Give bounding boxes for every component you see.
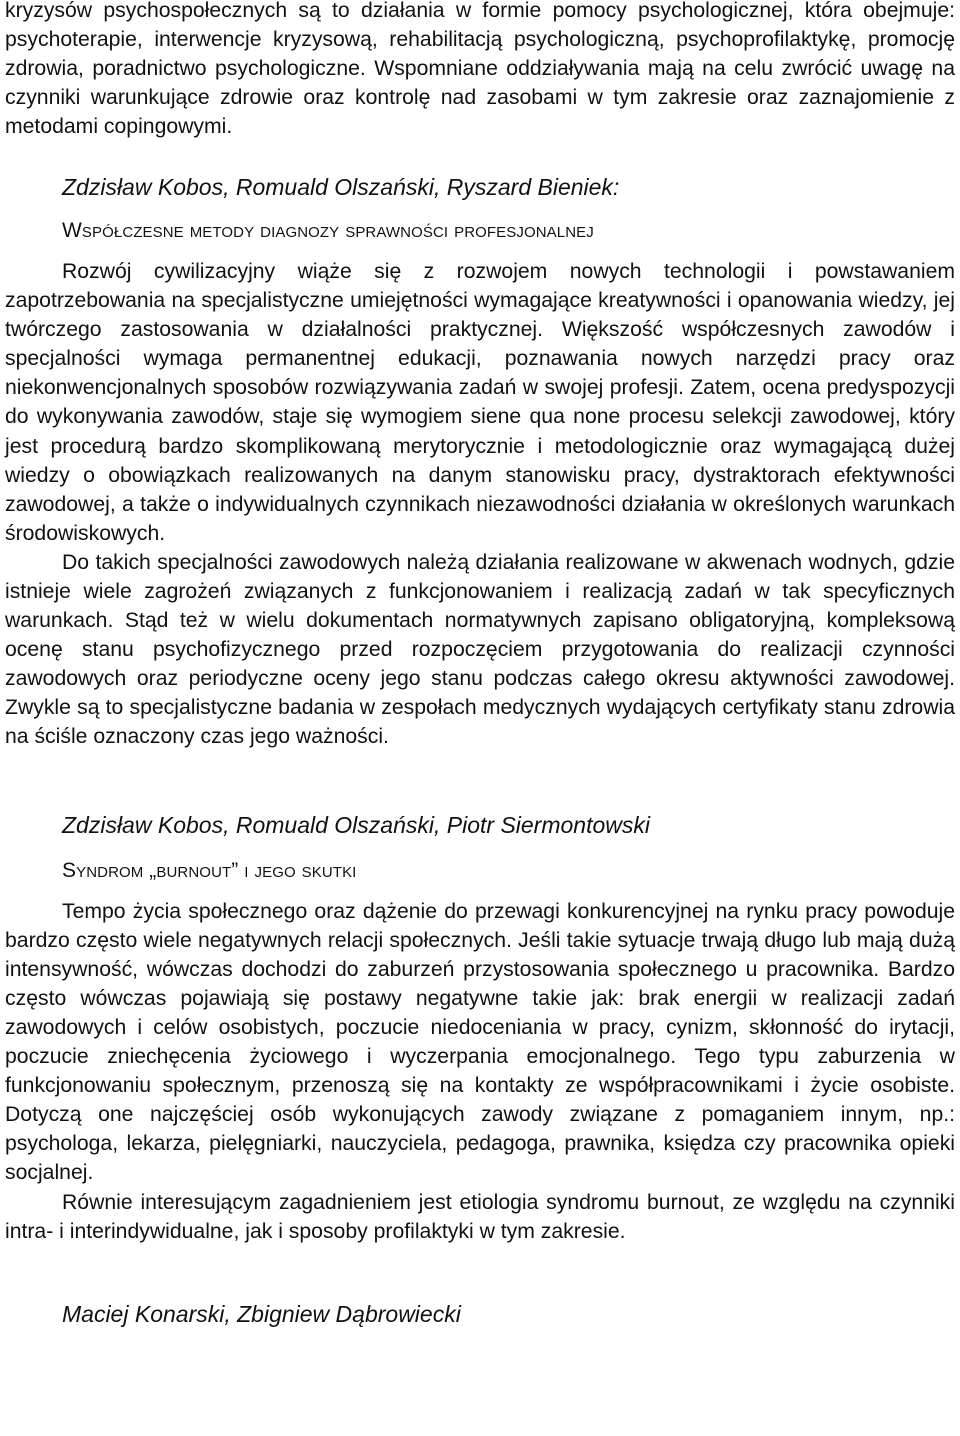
article-kobos-bieniek: [5, 171, 955, 751]
intro-paragraph: kryzysów psychospołecznych są to działania w formie pomocy psychologicznej, która obejmuje: psychoterapie, interwencje kryzysową, rehabilitacją psychologiczną, psychoprofilaktykę, promocję zdrowia, poradnictwo psychologiczne. Wspomniane oddziaływania mają na celu zwrócić uwagę na czynniki warunkujące zdrowie oraz kontrolę nad zasobami w tym zakresie oraz zaznajomienie z metodami copingowymi.: [5, 0, 955, 139]
article-kobos-siermontowski: [5, 809, 955, 1246]
article-authors: Zdzisław Kobos, Romuald Olszański, Piotr Siermontowski: [62, 812, 650, 839]
article-paragraph: Do takich specjalności zawodowych należą działania realizowane w akwenach wodnych, gdzie istnieje wiele zagrożeń związanych z funkcjonowaniem i realizacją zadań w tak specyficznych warunkach. Stąd też w wielu dokumentach normatywnych zapisano obligatoryjną, kompleksową ocenę stanu psychofizycznego przed rozpoczęciem przygotowania do realizacji czynności zawodowych oraz periodyczne oceny jego stanu podczas całego okresu aktywności zawodowej. Zwykle są to specjalistyczne badania w zespołach medycznych wydających certyfikaty stanu zdrowia na ściśle oznaczony czas jego ważności.: [5, 550, 955, 748]
article-paragraph: Rozwój cywilizacyjny wiąże się z rozwojem nowych technologii i powstawaniem zapotrzebowania na specjalistyczne umiejętności wymagające kreatywności i opanowania wiedzy, jej twórczego zastosowania w działalności praktycznej. Większość współczesnych zawodów i specjalności wymaga permanentnej edukacji, poznawania nowych narzędzi pracy oraz niekonwencjonalnych sposobów rozwiązywania zadań w swojej profesji. Zatem, ocena predyspozycji do wykonywania zawodów, staje się wymogiem siene qua none procesu selekcji zawodowej, który jest procedurą bardzo skomplikowaną merytorycznie i metodologicznie oraz wymagającą dużej wiedzy o obowiązkach realizowanych na danym stanowisku pracy, dystraktorach efektywności zawodowej, a także o indywidualnych czynnikach niezawodności działania w określonych warunkach środowiskowych.: [5, 260, 955, 545]
document-page: [5, 0, 955, 1330]
article-konarski-dabrowiecki: [5, 1298, 955, 1330]
article-paragraph: Równie interesującym zagadnieniem jest etiologia syndromu burnout, ze względu na czynniki intra- i interindywidualne, jak i sposoby profilaktyki w tym zakresie.: [5, 1190, 955, 1243]
article-authors: Zdzisław Kobos, Romuald Olszański, Ryszard Bieniek:: [62, 174, 620, 201]
article-title: Współczesne metody diagnozy sprawności profesjonalnej: [62, 219, 594, 243]
article-authors: Maciej Konarski, Zbigniew Dąbrowiecki: [62, 1300, 461, 1327]
article-paragraph: Tempo życia społecznego oraz dążenie do przewagi konkurencyjnej na rynku pracy powoduje bardzo często wiele negatywnych relacji społecznych. Jeśli takie sytuacje trwają długo lub mają dużą intensywność, wówczas dochodzi do zaburzeń przystosowania społecznego u pracownika. Bardzo często wówczas pojawiają się postawy negatywne takie jak: brak energii w realizacji zadań zawodowych i celów osobistych, poczucie niedoceniania w pracy, cynizm, skłonność do irytacji, poczucie zniechęcenia życiowego i wyczerpania emocjonalnego. Tego typu zaburzenia w funkcjonowaniu społecznym, przenoszą się na kontakty ze współpracownikami i życie osobiste. Dotyczą one najczęściej osób wykonujących zawody związane z pomaganiem innym, np.: psychologa, lekarza, pielęgniarki, nauczyciela, pedagoga, prawnika, księdza czy pracownika opieki socjalnej.: [5, 900, 955, 1185]
article-title: Syndrom „burnout” i jego skutki: [62, 859, 357, 883]
